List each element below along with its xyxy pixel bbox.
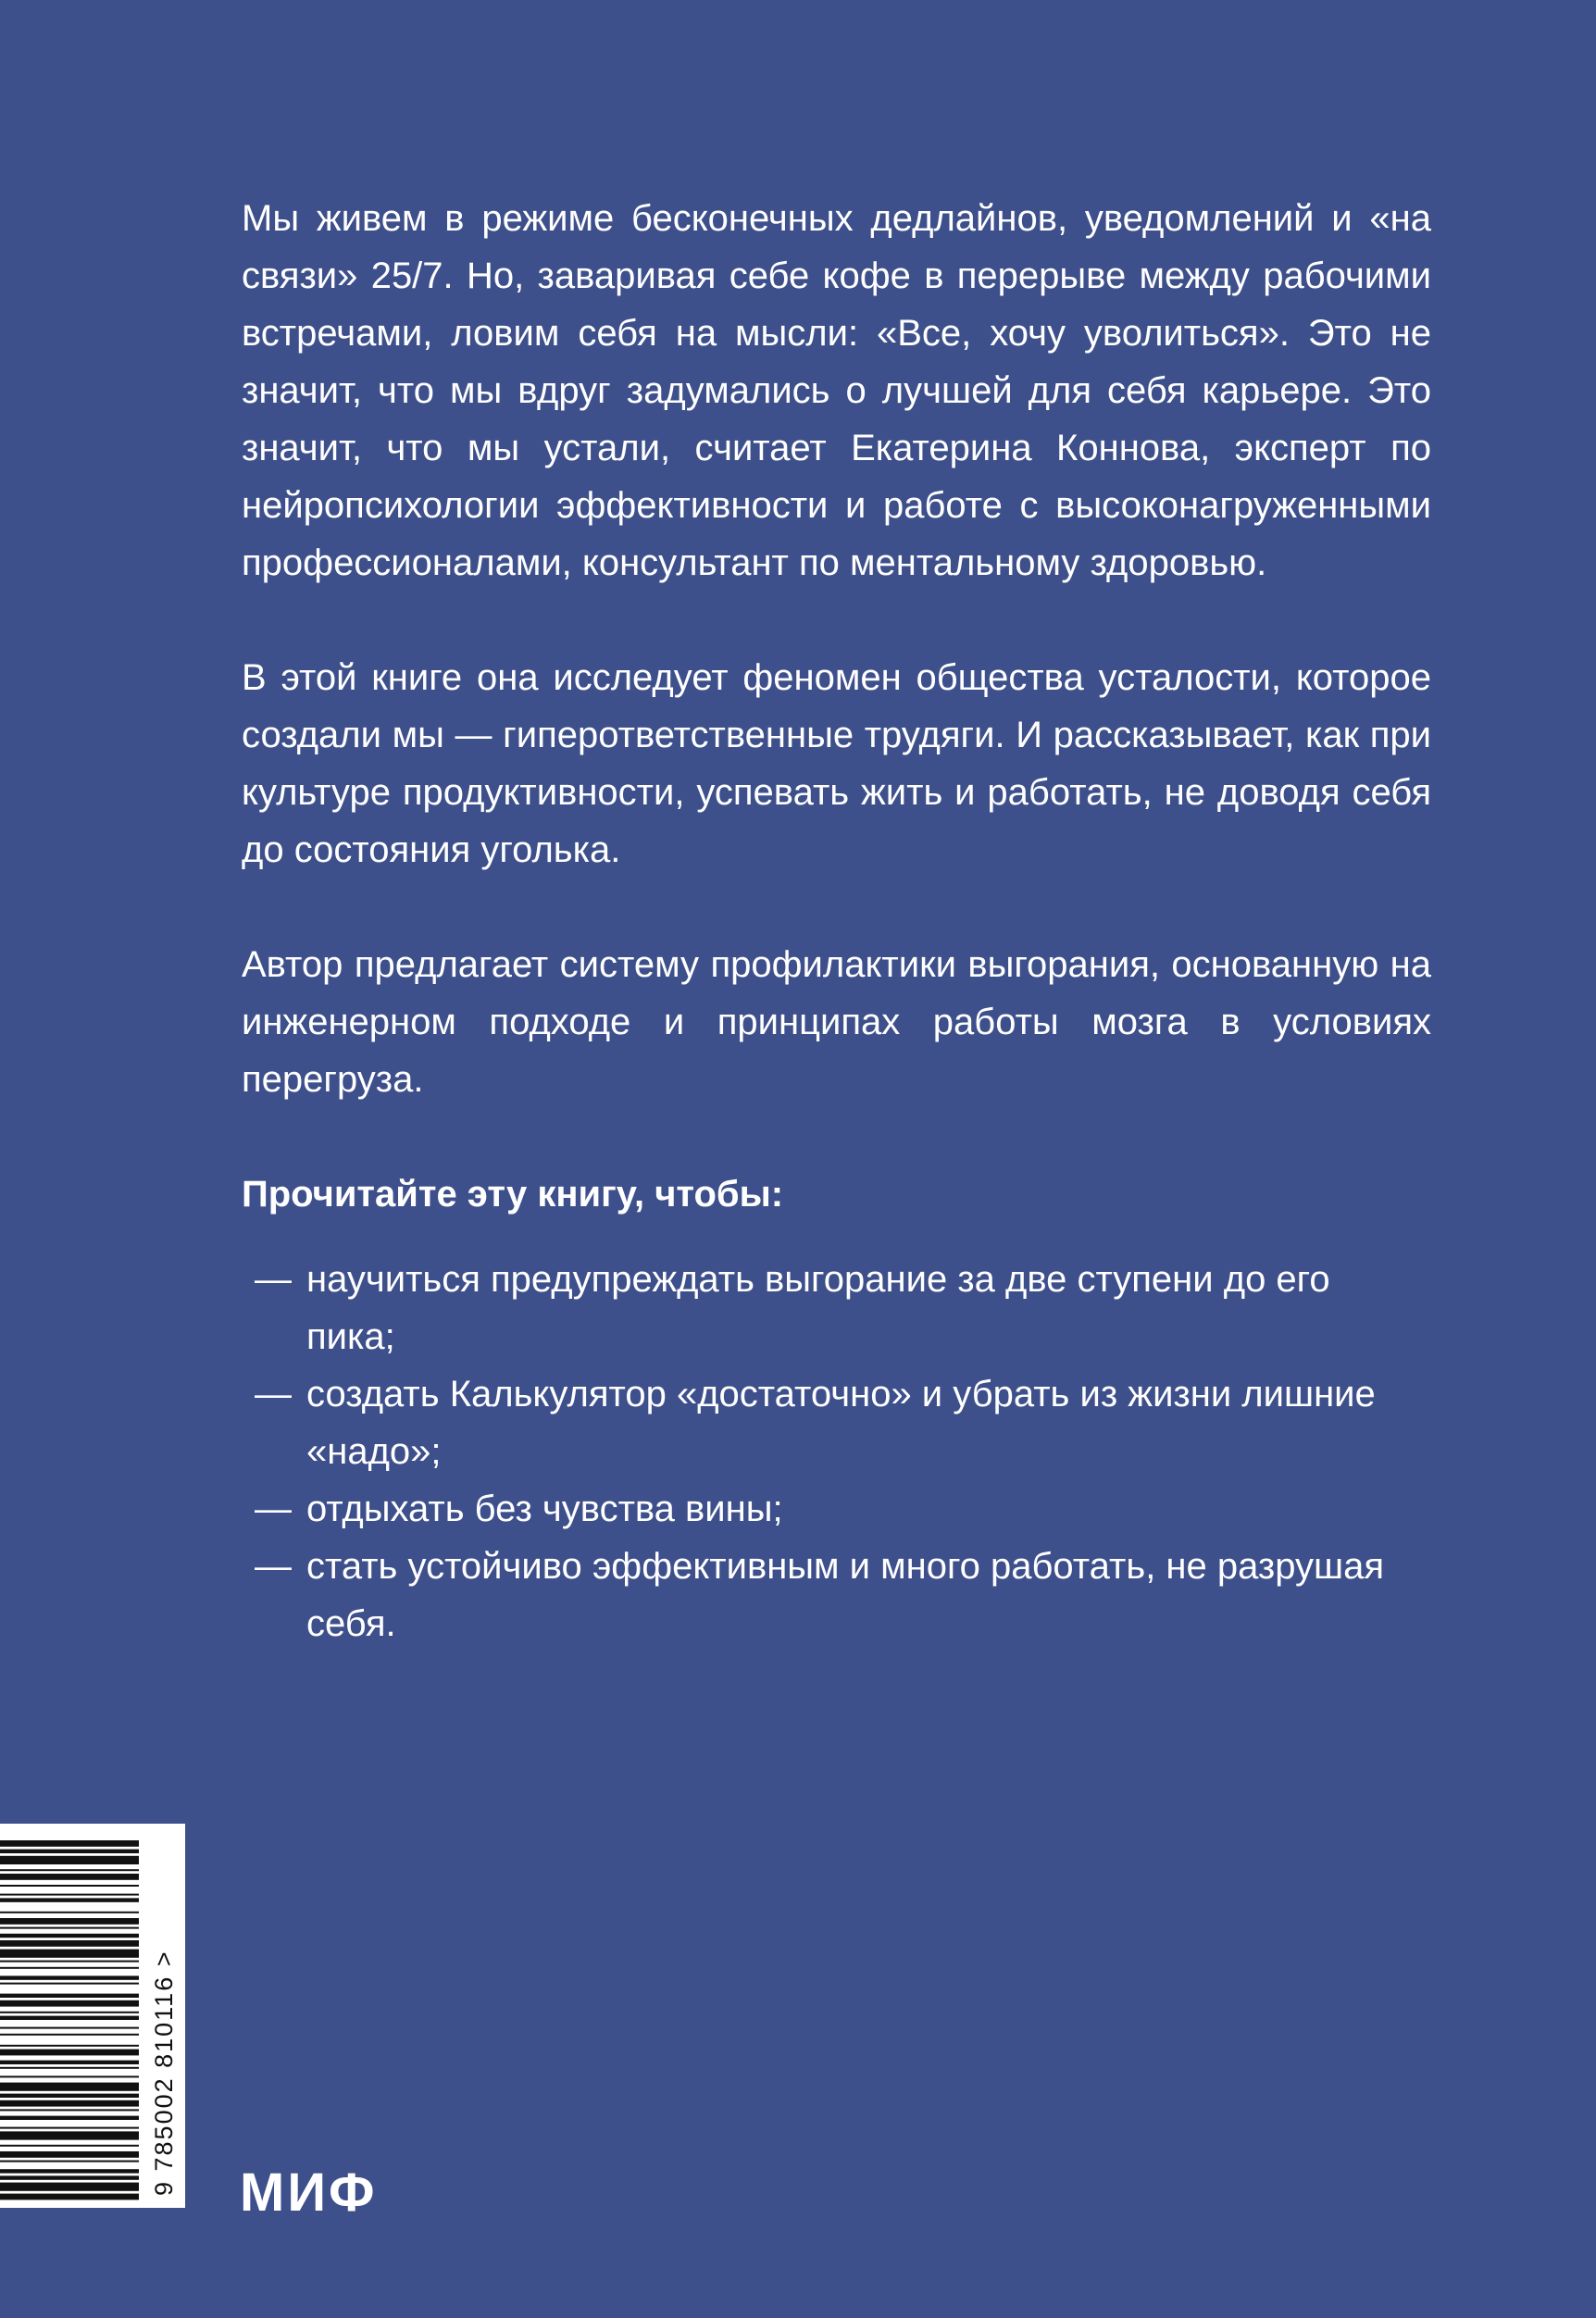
- barcode-bar: [0, 1927, 139, 1929]
- barcode-bar: [0, 1898, 139, 1901]
- dash-marker: —: [255, 1374, 292, 1414]
- barcode-bar: [0, 2061, 139, 2064]
- description-paragraph-3: Автор предлагает систему профилактики выгорания, основанную на инженерном подходе и принципах работы мозга в условиях перегруза.: [242, 944, 1431, 1100]
- dash-marker: —: [255, 1259, 292, 1300]
- isbn-number: 9 785002 810116 >: [150, 1950, 178, 2196]
- barcode-bar: [0, 2016, 139, 2020]
- barcode-bar: [0, 2045, 139, 2047]
- benefit-text: отдыхать без чувства вины;: [306, 1489, 783, 1529]
- barcode-bar: [0, 2034, 139, 2036]
- barcode-bar: [0, 1869, 139, 1871]
- barcode-bar: [0, 2067, 139, 2069]
- barcode-bar: [0, 1983, 139, 1985]
- barcode-bar: [0, 2194, 139, 2200]
- benefit-item: [242, 1538, 1399, 1652]
- barcode-bar: [0, 2131, 139, 2139]
- benefit-item: [242, 1480, 1399, 1538]
- benefit-item: [242, 1251, 1399, 1365]
- benefit-text: создать Калькулятор «достаточно» и убрать из жизни лишние «надо»;: [306, 1374, 1376, 1472]
- description-paragraph-1: Мы живем в режиме бесконечных дедлайнов, уведомлений и «на связи» 25/7. Но, заваривая себе кофе в перерыве между рабочими встречами, ловим себя на мысли: «Все, хочу уволиться». Это не значит, что мы вдруг задумались о лучшей для себя карьере. Это значит, что мы устали, считает Екатерина Коннова, эксперт по нейропсихологии эффективности и работе с высоконагруженными профессионалами, консультант по ментальному здоровью.: [242, 198, 1431, 583]
- book-description: [242, 190, 1431, 1652]
- barcode-bar: [0, 1850, 139, 1853]
- benefit-text: научиться предупреждать выгорание за две ступени до его пика;: [306, 1259, 1330, 1357]
- barcode-bar: [0, 1950, 139, 1958]
- publisher-logo: МИФ: [240, 2162, 378, 2223]
- barcode-bar: [0, 1912, 139, 1913]
- barcode-bar: [0, 1961, 139, 1963]
- description-paragraph-2: В этой книге она исследует феномен общества усталости, которое создали мы — гиперответственные трудяги. И рассказывает, как при культуре продуктивности, успевать жить и работать, не доводя себя до состояния уголька.: [242, 657, 1431, 870]
- benefit-text: стать устойчиво эффективным и много работать, не разрушая себя.: [306, 1546, 1385, 1644]
- barcode-bar: [0, 1940, 139, 1947]
- barcode-bar: [0, 1967, 139, 1969]
- barcode-bar: [0, 2027, 139, 2029]
- barcode-bar: [0, 2151, 139, 2158]
- barcode-bar: [0, 2169, 139, 2173]
- barcode-bar: [0, 1918, 139, 1925]
- barcode-bar: [0, 2075, 139, 2077]
- barcode-bar: [0, 1874, 139, 1880]
- barcode-bar: [0, 1840, 139, 1847]
- barcode-bar: [0, 1894, 139, 1896]
- barcode-bar: [0, 2183, 139, 2191]
- barcode-bar: [0, 2109, 139, 2111]
- benefits-list: [242, 1251, 1431, 1652]
- barcode-bar: [0, 2100, 139, 2107]
- barcode-bar: [0, 1934, 139, 1938]
- barcode-bar: [0, 1885, 139, 1887]
- barcode-bar: [0, 2116, 139, 2120]
- barcode-bar: [0, 2145, 139, 2147]
- barcode-bar: [0, 1856, 139, 1864]
- barcode-bar: [0, 1975, 139, 1979]
- barcode-bar: [0, 2012, 139, 2013]
- barcode-bar: [0, 2000, 139, 2007]
- benefit-item: [242, 1365, 1399, 1480]
- benefits-heading: Прочитайте эту книгу, чтобы:: [242, 1174, 784, 1215]
- barcode-bar: [0, 2161, 139, 2162]
- barcode-bar: [0, 2175, 139, 2179]
- barcode-bar: [0, 2127, 139, 2129]
- barcode-bar: [0, 1994, 139, 1998]
- barcode-bar: [0, 2050, 139, 2056]
- barcode-bar: [0, 2083, 139, 2091]
- dash-marker: —: [255, 1489, 292, 1529]
- dash-marker: —: [255, 1546, 292, 1587]
- barcode-bar: [0, 2094, 139, 2098]
